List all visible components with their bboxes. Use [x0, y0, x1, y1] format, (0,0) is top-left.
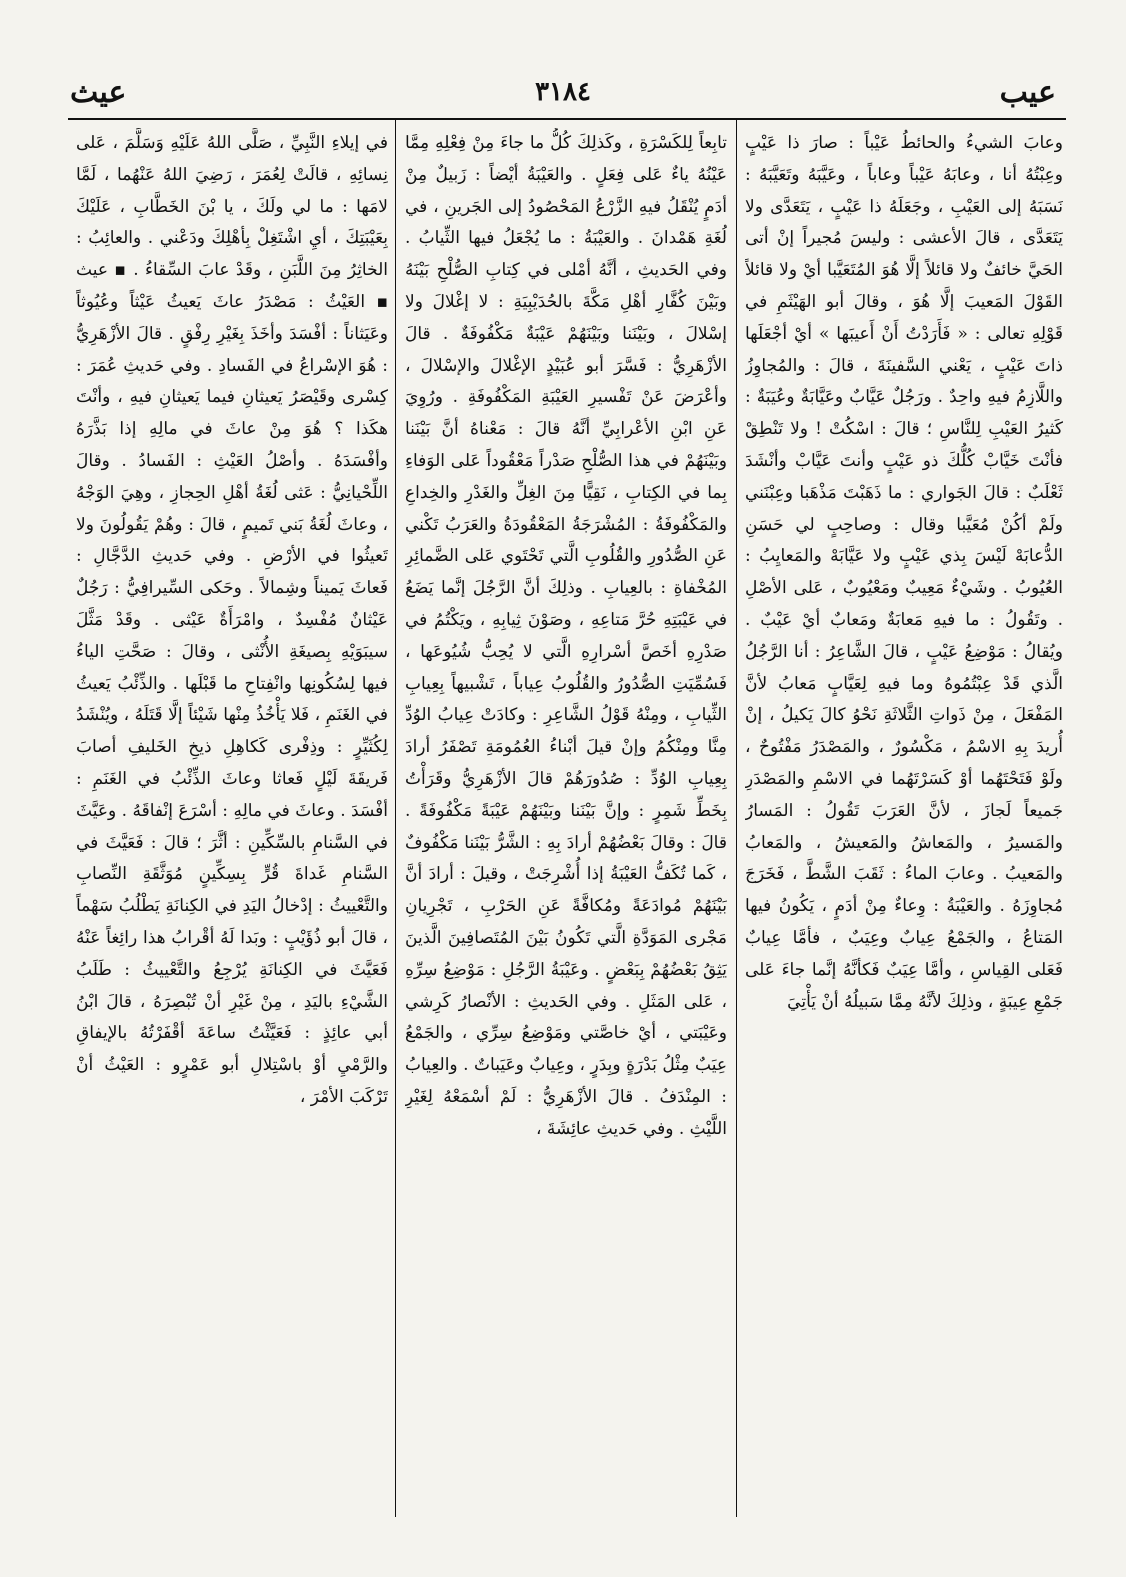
- column-middle-text: تابِعاً لِلكَسْرَةِ ، وكَذلِكَ كُلُّ ما جاءَ مِنْ فِعْلِهِ مِمَّا عَيْنُهُ ياءٌ عَلى فِعَلٍ . والعَيْبَةُ أيْضاً : زَبيلٌ مِنْ أدَمٍ يُنْقَلُ فيهِ الزَّرْعُ المَحْصُودُ إلى الجَرينِ ، في لُغَةِ هَمْدانَ . والعَيْبَةُ : ما يُجْعَلُ فيها الثِّيابُ . وفي الحَديثِ ، أنَّهُ أمْلى في كِتابِ الصُّلْحِ بَيْنَهُ وبَيْنَ كُفَّارِ أهْلِ مَكَّةَ بالحُدَيْبِيَةِ : لا إغْلالَ ولا إسْلالَ ، وبَيْنَنا وبَيْنَهُمْ عَيْبَةٌ مَكْفُوفَةٌ . قالَ الأزْهَرِيُّ : فَسَّرَ أبو عُبَيْدٍ الإغْلالَ والإسْلالَ ، وأعْرَضَ عَنْ تَفْسيرِ العَيْبَةِ المَكْفُوفَةِ . ورُوِيَ عَنِ ابْنِ الأعْرابِيِّ أنَّهُ قالَ : مَعْناهُ أنَّ بَيْنَنا وبَيْنَهُمْ في هذا الصُّلْحِ صَدْراً مَعْقُوداً عَلى الوَفاءِ بِما في الكِتابِ ، نَقِيًّا مِنَ الغِلِّ والغَدْرِ والخِداعِ والمَكْفُوفَةُ : المُشْرَجَةُ المَعْقُودَةُ والعَرَبُ تَكْني عَنِ الصُّدُورِ والقُلُوبِ الَّتي تَحْتَوي عَلى الضَّمائِرِ المُخْفاةِ : بالعِيابِ . وذلِكَ أنَّ الرَّجُلَ إنَّما يَضَعُ في عَيْبَتِهِ حُرَّ مَتاعِهِ ، وصَوْنَ ثِيابِهِ ، ويَكْتُمُ في صَدْرِهِ أخَصَّ أسْرارِهِ الَّتي لا يُحِبُّ شُيُوعَها ، فَسُمِّيَتِ الصُّدُورُ والقُلُوبُ عِياباً ، تَشْبيهاً بِعِيابِ الثِّيابِ ، ومِنْهُ قَوْلُ الشَّاعِرِ : وكادَتْ عِيابُ الوُدِّ مِنَّا ومِنْكُمُ وإنْ قيلَ أبْناءُ العُمُومَةِ تَصْفَرُ أرادَ بِعِيابِ الوُدِّ : صُدُورَهُمْ قالَ الأزْهَرِيُّ وقَرَأْتُ بِخَطِّ شَمِرٍ : وإنَّ بَيْنَنا وبَيْنَهُمْ عَيْبَةً مَكْفُوفَةً . قالَ : وقالَ بَعْضُهُمْ أرادَ بِهِ : الشَّرُّ بَيْنَنا مَكْفُوفٌ ، كَما تُكَفُّ العَيْبَةُ إذا أُشْرِجَتْ ، وقيلَ : أرادَ أنَّ بَيْنَهُمْ مُوادَعَةً ومُكافَّةً عَنِ الحَرْبِ ، تَجْرِيانِ مَجْرى المَوَدَّةِ الَّتي تَكُونُ بَيْنَ المُتَصافِينَ الَّذينَ يَثِقُ بَعْضُهُمْ بِبَعْضٍ . وعَيْبَةُ الرَّجُلِ : مَوْضِعُ سِرِّهِ ، عَلى المَثَلِ . وفي الحَديثِ : الأنْصارُ كَرِشي وعَيْبَتي ، أيْ خاصَّتي ومَوْضِعُ سِرِّي ، والجَمْعُ عِيَبٌ مِثْلُ بَدْرَةٍ وبِدَرٍ ، وعِيابٌ وعَيَباتٌ . والعِيابُ : المِنْدَفُ . قالَ الأزْهَرِيُّ : لَمْ أسْمَعْهُ لِغَيْرِ اللَّيْثِ . وفي حَديثِ عائِشَةَ ،: [405, 133, 727, 1139]
- header-right-word: عيب: [999, 74, 1056, 110]
- column-right-text: وعابَ الشيءُ والحائطُ عَيْباً : صارَ ذا عَيْبٍ وعِبْتُهُ أنا ، وعابَهُ عَيْباً وعاباً ، وعَيَّبَهُ وتَعَيَّبَهُ : نَسَبَهُ إلى العَيْبِ ، وجَعَلَهُ ذا عَيْبٍ ، يَتَعَدَّى ولا يَتَعَدَّى ، قالَ الأعشى : وليسَ مُجيراً إنْ أتى الحَيَّ خائفٌ ولا قائلاً إلَّا هُوَ المُتَعَيَّبا أيْ ولا قائلاً القَوْلَ المَعيبَ إلَّا هُوَ ، وقالَ أبو الهَيْثَمِ في قَوْلِهِ تعالى : « فَأَرَدْتُ أَنْ أَعيبَها » أيْ أجْعَلَها ذاتَ عَيْبٍ ، يَعْني السَّفينَةَ ، قالَ : والمُجاوِزُ واللَّازِمُ فيهِ واحِدٌ . ورَجُلٌ عَيَّابٌ وعَيَّابَةٌ وعُيَبَةٌ : كَثيرُ العَيْبِ لِلنَّاسِ ؛ قالَ : اسْكُتْ ! ولا تَنْطِقْ فأنْتَ خَيَّابْ كُلُّكَ ذو عَيْبٍ وأنتَ عَيَّابْ وأنْشَدَ ثَعْلَبٌ : قالَ الجَواري : ما ذَهَبْتَ مَذْهَبا وعِبْنَني ولَمْ أكُنْ مُعَيَّبا وقال : وصاحِبٍ لي حَسَنِ الدُّعابَهْ لَيْسَ بِذي عَيْبٍ ولا عَيَّابَهْ والمَعايِبُ : العُيُوبُ . وشَيْءٌ مَعِيبٌ ومَعْيُوبٌ ، عَلى الأصْلِ . وتَقُولُ : ما فيهِ مَعابَةٌ ومَعابٌ أيْ عَيْبٌ . ويُقالُ : مَوْضِعُ عَيْبٍ ، قالَ الشَّاعِرُ : أنا الرَّجُلُ الَّذي قَدْ عِبْتُمُوهُ وما فيهِ لِعَيَّابٍ مَعابُ لأنَّ المَفْعَلَ ، مِنْ ذَواتِ الثَّلاثَةِ نَحْوُ كالَ يَكيلُ ، إنْ أُريدَ بِهِ الاسْمُ ، مَكْسُورٌ ، والمَصْدَرُ مَفْتُوحٌ ، ولَوْ فَتَحْتَهُما أوْ كَسَرْتَهُما في الاسْمِ والمَصْدَرِ جَميعاً لَجازَ ، لأنَّ العَرَبَ تَقُولُ : المَسارُ والمَسيرُ ، والمَعاشُ والمَعيشُ ، والمَعابُ والمَعيبُ . وعابَ الماءُ : ثَقَبَ الشَّطَّ ، فَخَرَجَ مُجاوِزَهُ . والعَيْبَةُ : وِعاءٌ مِنْ أدَمٍ ، يَكُونُ فيها المَتاعُ ، والجَمْعُ عِيابٌ وعِيَبٌ ، فأمَّا عِيابٌ فَعَلى القِياسِ ، وأمَّا عِيَبٌ فَكأنَّهُ إنَّما جاءَ عَلى جَمْعِ عِيبَةٍ ، وذلِكَ لأنَّهُ مِمَّا سَبيلُهُ أنْ يَأْتِيَ: [745, 133, 1063, 1012]
- page-number: ٣١٨٤: [535, 77, 591, 107]
- column-divider-left: [395, 120, 396, 1517]
- column-divider-right: [736, 120, 737, 1517]
- column-right: [745, 128, 1063, 1517]
- header-left-word: عيث: [70, 74, 127, 110]
- column-middle: [405, 128, 727, 1517]
- header-rule: [68, 118, 1066, 120]
- page-header: [70, 70, 1056, 114]
- column-left-text: في إيلاءِ النَّبِيِّ ، صَلَّى اللهُ عَلَيْهِ وَسَلَّمَ ، عَلى نِسائِهِ ، قالَتْ لِعُمَرَ ، رَضِيَ اللهُ عَنْهُما ، لَمَّا لامَها : ما لي ولَكَ ، يا بْنَ الخَطَّابِ ، عَلَيْكَ بِعَيْبَتِكَ ، أيِ اشْتَغِلْ بِأهْلِكَ ودَعْني . والعائِبُ : الخاثِرُ مِنَ اللَّبَنِ ، وقَدْ عابَ السِّقاءُ . ▪ عيث ▪ العَيْثُ : مَصْدَرُ عاثَ يَعيثُ عَيْثاً وعُيُوثاً وعَيَثاناً : أفْسَدَ وأخَذَ بِغَيْرِ رِفْقٍ . قالَ الأزْهَرِيُّ : هُوَ الإسْراعُ في الفَسادِ . وفي حَديثِ عُمَرَ : كِسْرى وقَيْصَرُ يَعيثانِ فيما يَعيثانِ فيهِ ، وأنْتَ هكَذا ؟ هُوَ مِنْ عاثَ في مالِهِ إذا بَذَّرَهُ وأفْسَدَهُ . وأصْلُ العَيْثِ : الفَسادُ . وقالَ اللِّحْيانِيُّ : عَثى لُغَةُ أهْلِ الحِجازِ ، وهِيَ الوَجْهُ ، وعاثَ لُغَةُ بَني تَميمٍ ، قالَ : وهُمْ يَقُولُونَ ولا تَعيثُوا في الأرْضِ . وفي حَديثِ الدَّجَّالِ : فَعاثَ يَميناً وشِمالاً . وحَكى السِّيرافِيُّ : رَجُلٌ عَيْثانٌ مُفْسِدٌ ، وامْرَأَةٌ عَيْثى . وقَدْ مَثَّلَ سيبَوَيْهِ بِصيغَةِ الأُنْثى ، وقالَ : صَحَّتِ الياءُ فيها لِسُكُونِها وانْفِتاحِ ما قَبْلَها . والذِّئْبُ يَعيثُ في الغَنَمِ ، فَلا يَأْخُذُ مِنْها شَيْئاً إلَّا قَتَلَهُ ، ويُنْشَدُ لِكُثَيِّرٍ : وذِفْرى كَكاهِلِ ذيخِ الخَليفِ أصابَ فَريقَةَ لَيْلٍ فَعاثا وعاثَ الذِّئْبُ في الغَنَمِ : أفْسَدَ . وعاثَ في مالِهِ : أسْرَعَ إنْفاقَهُ . وعَيَّثَ في السَّنامِ بالسِّكِّينِ : أثَّرَ ؛ قالَ : فَعَيَّثَ في السَّنامِ غَداةَ قُرٍّ بِسِكِّينٍ مُوَثَّقَةِ النِّصابِ والتَّعْييثُ : إدْخالُ اليَدِ في الكِنانَةِ يَطْلُبُ سَهْماً ، قالَ أبو ذُؤَيْبٍ : وبَدا لَهُ أقْرابُ هذا رائِغاً عَنْهُ فَعَيَّثَ في الكِنانَةِ يُرْجِعُ والتَّعْييثُ : طَلَبُ الشَّيْءِ باليَدِ ، مِنْ غَيْرِ أنْ تُبْصِرَهُ ، قالَ ابْنُ أبي عائِذٍ : فَعَيَّثْتُ ساعَةَ أقْفَرْتُهُ بالإيفاقِ والرَّمْيِ أوْ باسْتِلالِ أبو عَمْرٍو : العَيْثُ أنْ تَرْكَبَ الأمْرَ ،: [76, 133, 388, 1107]
- column-left: [76, 128, 388, 1517]
